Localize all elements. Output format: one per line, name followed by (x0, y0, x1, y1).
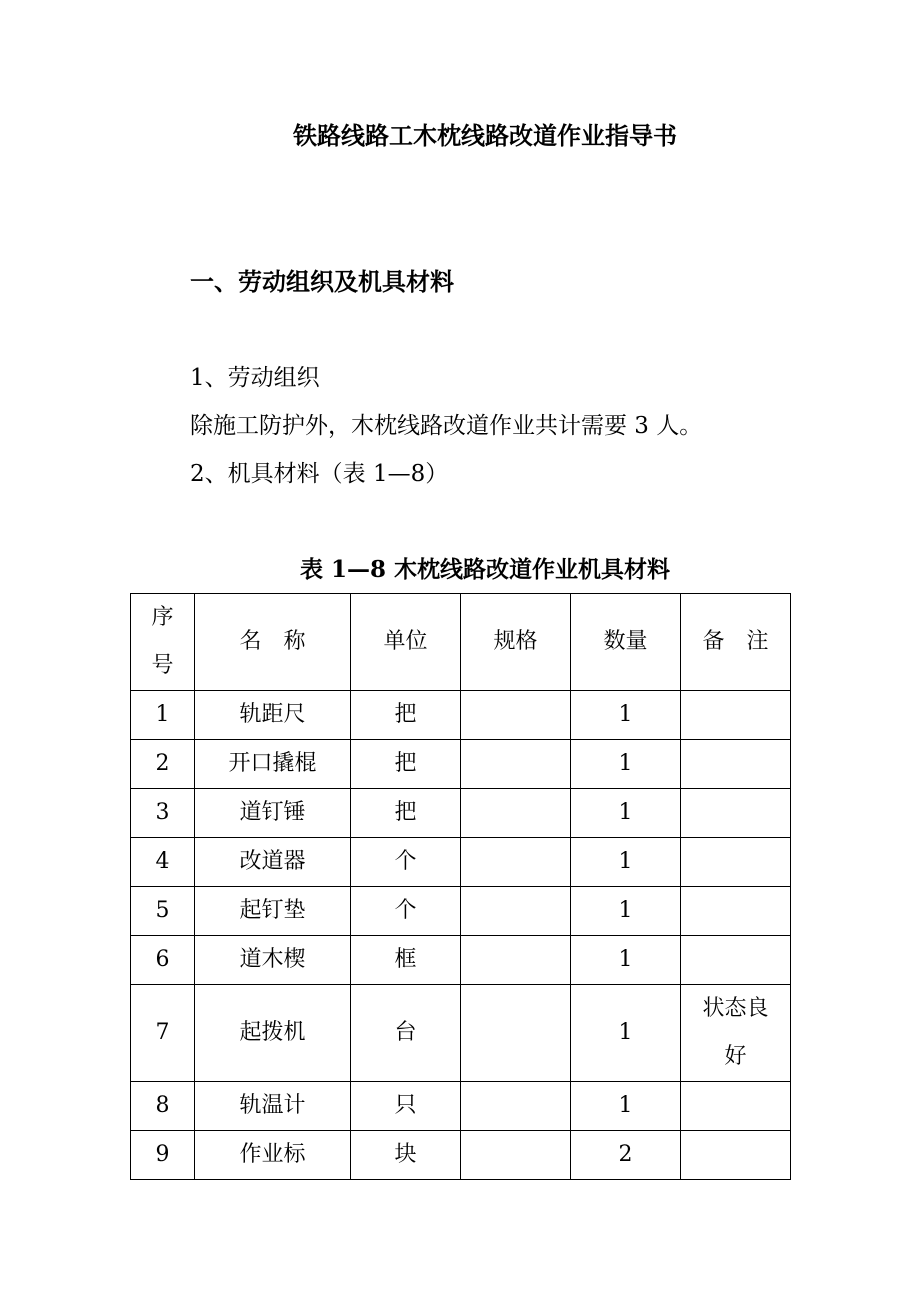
cell-qty: 1 (571, 887, 681, 936)
cell-qty: 1 (571, 1082, 681, 1131)
cell-name: 起拨机 (195, 985, 351, 1082)
cell-no: 9 (131, 1131, 195, 1180)
cell-note (681, 887, 791, 936)
cell-spec (461, 1131, 571, 1180)
header-qty: 数量 (571, 594, 681, 691)
table-header-row (131, 594, 791, 691)
cell-note (681, 740, 791, 789)
cell-name: 轨温计 (195, 1082, 351, 1131)
section-heading: 一、劳动组织及机具材料 (190, 267, 454, 296)
table-row (131, 789, 791, 838)
cell-name: 起钉垫 (195, 887, 351, 936)
table-caption: 表 1—8 木枕线路改道作业机具材料 (299, 556, 671, 583)
cell-unit: 只 (351, 1082, 461, 1131)
cell-note (681, 1131, 791, 1180)
paragraph-labor-organization: 1、劳动组织 (190, 365, 320, 391)
paragraph-tools-materials: 2、机具材料（表 1—8） (190, 461, 449, 487)
cell-unit: 台 (351, 985, 461, 1082)
table-row (131, 1082, 791, 1131)
cell-note-text: 状态良好 (702, 996, 769, 1069)
cell-name: 作业标 (195, 1131, 351, 1180)
cell-note (681, 1082, 791, 1131)
cell-name: 开口撬棍 (195, 740, 351, 789)
cell-spec (461, 1082, 571, 1131)
cell-spec (461, 740, 571, 789)
cell-qty: 2 (571, 1131, 681, 1180)
cell-no: 8 (131, 1082, 195, 1131)
header-no (131, 594, 195, 691)
cell-no: 4 (131, 838, 195, 887)
cell-qty: 1 (571, 789, 681, 838)
header-spec: 规格 (461, 594, 571, 691)
cell-no: 6 (131, 936, 195, 985)
cell-unit: 块 (351, 1131, 461, 1180)
document-title: 铁路线路工木枕线路改道作业指导书 (293, 121, 677, 150)
tools-materials-table (130, 593, 791, 1180)
cell-qty: 1 (571, 985, 681, 1082)
table-row (131, 740, 791, 789)
header-no-label: 序号 (151, 605, 174, 678)
cell-note (681, 838, 791, 887)
cell-spec (461, 691, 571, 740)
cell-qty: 1 (571, 936, 681, 985)
cell-no: 3 (131, 789, 195, 838)
table-row (131, 1131, 791, 1180)
cell-name: 轨距尺 (195, 691, 351, 740)
cell-unit: 把 (351, 789, 461, 838)
cell-note (681, 985, 791, 1082)
cell-qty: 1 (571, 691, 681, 740)
cell-name: 道木楔 (195, 936, 351, 985)
cell-spec (461, 838, 571, 887)
table-row (131, 691, 791, 740)
cell-unit: 把 (351, 740, 461, 789)
cell-name: 改道器 (195, 838, 351, 887)
cell-no: 1 (131, 691, 195, 740)
paragraph-staffing: 除施工防护外，木枕线路改道作业共计需要 3 人。 (190, 413, 703, 439)
cell-note (681, 789, 791, 838)
cell-spec (461, 936, 571, 985)
cell-no: 5 (131, 887, 195, 936)
header-unit: 单位 (351, 594, 461, 691)
header-name: 名 称 (195, 594, 351, 691)
cell-unit: 框 (351, 936, 461, 985)
cell-no: 7 (131, 985, 195, 1082)
cell-unit: 个 (351, 887, 461, 936)
table-row (131, 887, 791, 936)
cell-unit: 个 (351, 838, 461, 887)
table-row (131, 985, 791, 1082)
cell-note (681, 936, 791, 985)
header-note: 备 注 (681, 594, 791, 691)
cell-unit: 把 (351, 691, 461, 740)
cell-qty: 1 (571, 838, 681, 887)
cell-name: 道钉锤 (195, 789, 351, 838)
cell-spec (461, 887, 571, 936)
cell-no: 2 (131, 740, 195, 789)
table-row (131, 936, 791, 985)
table-row (131, 838, 791, 887)
cell-note (681, 691, 791, 740)
cell-qty: 1 (571, 740, 681, 789)
cell-spec (461, 789, 571, 838)
cell-spec (461, 985, 571, 1082)
